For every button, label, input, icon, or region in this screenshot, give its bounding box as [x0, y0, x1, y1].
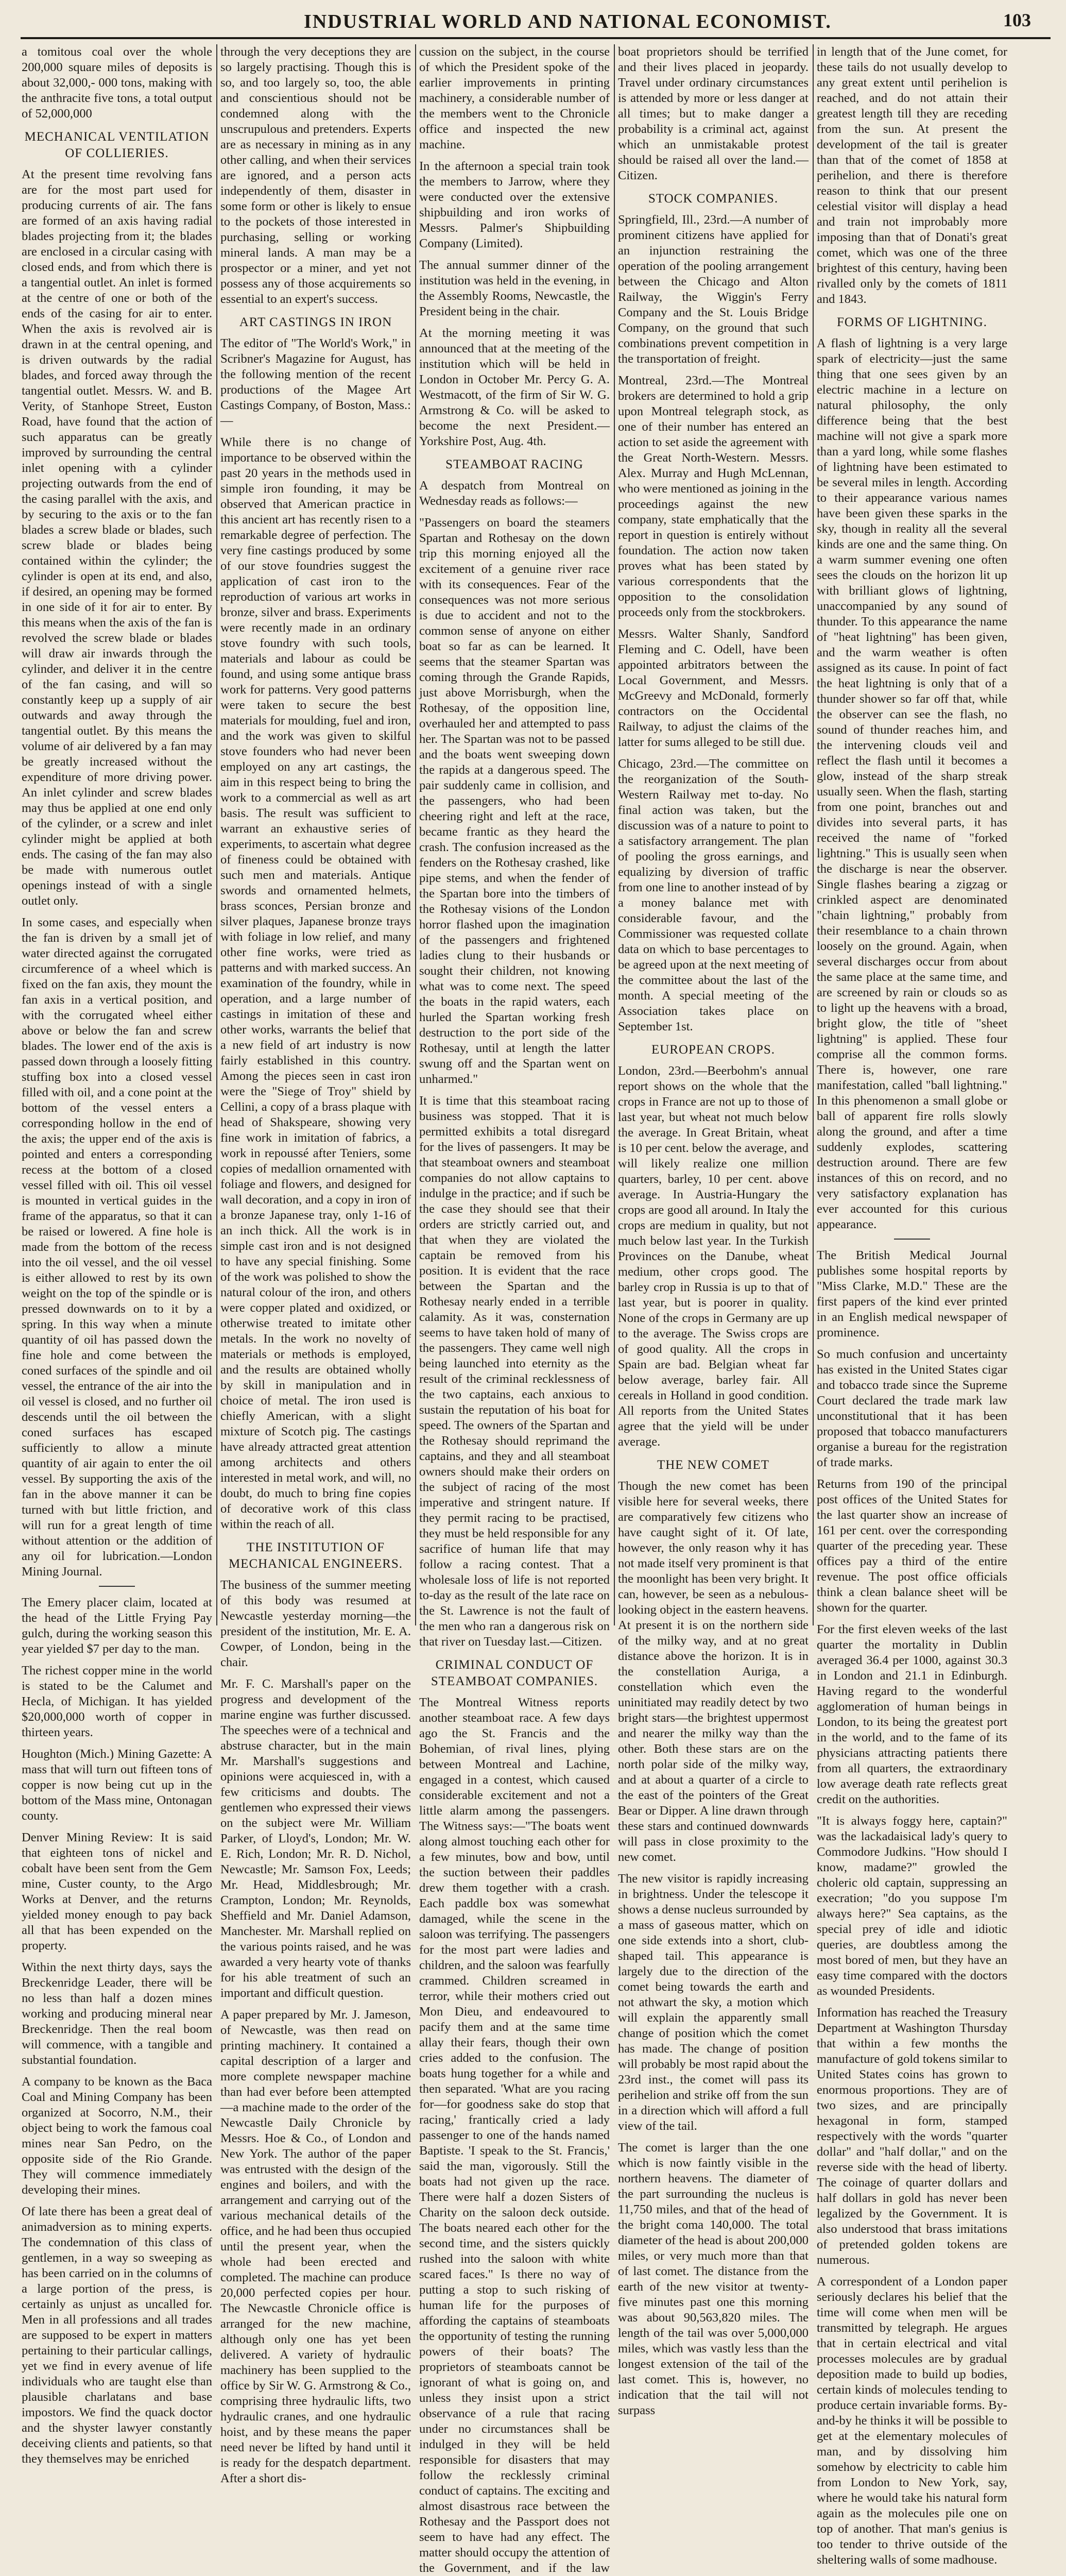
article-paragraph: Within the next thirty days, says the Breckenridge Leader, there will be no less than half a dozen mines working and producing mineral near Breckenridge. Then the real boom will commence, with a tangible and substantial foundation. [22, 1960, 212, 2067]
article-paragraph: The business of the summer meeting of this body was resumed at Newcastle yesterday morning—the president of the institution, Mr. E. A. Cowper, of London, being in the chair. [220, 1578, 411, 1669]
article-paragraph: At the present time revolving fans are for the most part used for producing currents of air. The fans are formed of an axis having radial blades projecting from it; the blades are enclosed in a circular casing with closed ends, and from which there is a tangential outlet. An inlet is formed at the centre of one or both of the ends of the casing for air to enter. When the axis is revolved air is drawn in at the central opening, and is driven outwards by the radial blades, and forced away through the tangential outlet. Messrs. W. and B. Verity, of Stanhope Street, Euston Road, have found that the action of such apparatus can be greatly improved by surrounding the central inlet opening with a cylinder projecting outwards from the end of the casing parallel with the axis, and by securing to the axis or to the fan blades a screw blade or blades, such screw blade or blades being contained within the cylinder; the cylinder is open at its end, and also, if desired, an opening may be formed in one side of it for air to enter. By this means when the axis of the fan is revolved the screw blade or blades will draw air inwards through the cylinder, and deliver it in the centre of the fan casing, and will so constantly keep up a supply of air outwards and away through the tangential outlet. By this means the volume of air delivered by a fan may be greatly increased without the expenditure of more driving power. An inlet cylinder and screw blades may thus be applied at one end only of the cylinder, or a screw and inlet cylinder might be applied at both ends. The casing of the fan may also be made with numerous outlet openings instead of with a single outlet only. [22, 167, 212, 908]
header-rule [21, 37, 1051, 39]
separator-rule [894, 1239, 930, 1240]
article-paragraph: In some cases, and especially when the fan is driven by a small jet of water directed against the corrugated circumference of a wheel which is fixed on the fan axis, they mount the fan axis in a vertical position, and with the corrugated wheel either above or below the fan and screw blades. The lower end of the axis is passed down through a loosely fitting stuffing box into a closed vessel filled with oil, and a cone point at the bottom of the vessel enters a corresponding hollow in the end of the axis; the upper end of the axis is pointed and enters a corresponding recess at the bottom of a closed vessel filled with oil. This oil vessel is mounted in vertical guides in the frame of the apparatus, so that it can be raised or lowered. A fine hole is made from the bottom of the recess into the oil vessel, and the oil vessel is either allowed to rest by its own weight on the top of the spindle or is pressed downwards on to it by a spring. In this way when a minute quantity of oil has passed down the fine hole and come between the coned surfaces of the spindle and oil vessel, the entrance of the air into the oil vessel is closed, and no further oil descends until the oil between the coned surfaces has escaped sufficiently to allow a minute quantity of air again to enter the oil vessel. By supporting the axis of the fan in the above manner it can be turned with but little friction, and will run for a great length of time without attention or the addition of any oil for lubrication.—London Mining Journal. [22, 916, 212, 1579]
article-paragraph: Houghton (Mich.) Mining Gazette: A mass that will turn out fifteen tons of copper is now being cut up in the bottom of the Mass mine, Ontonagan county. [22, 1747, 212, 1823]
article-paragraph: In the afternoon a special train took the members to Jarrow, where they were conducted over the extensive shipbuilding and iron works of Messrs. Palmer's Shipbuilding Company (Limited). [419, 159, 610, 250]
article-paragraph: cussion on the subject, in the course of which the President spoke of the earlier improvements in printing machinery, a considerable number of the members went to the Chronicle office and inspected the new machine. [419, 45, 610, 151]
article-paragraph: Though the new comet has been visible here for several weeks, there are comparatively few citizens who have caught sight of it. Of late, however, the only reason why it has not made itself very prominent is that the moonlight has been very bright. It can, however, be seen as a nebulous-looking object in the eastern heavens. At present it is on the northern side of the milky way, and at no great distance above the horizon. It is in the constellation Auriga, a constellation which even the uninitiated may readily detect by two bright stars—the brightest uppermost and nearer the milky way than the other. Both these stars are on the north polar side of the milky way, and at about a quarter of a circle to the east of the pointers of the Great Bear or Dipper. A line drawn through these stars and continued downwards will pass in close proximity to the new comet. [618, 1479, 809, 1864]
column-2 [220, 44, 411, 2485]
article-heading: FORMS OF LIGHTNING. [837, 315, 987, 329]
article-paragraph: A correspondent of a London paper seriously declares his belief that the time will come when men will be transmitted by telegraph. He argues that in certain electrical and vital processes molecules are by gradual deposition made to build up bodies, certain kinds of molecules tending to produce certain invariable forms. By-and-by he thinks it will be possible to get at the elementary molecules of man, and by dissolving him somehow by electricity to cable him from London to New York, say, where he would take his natural form again as the molecules pile one on top of another. That man's genius is too tender to thrive outside of the sheltering walls of some madhouse. [817, 2275, 1007, 2567]
running-title: INDUSTRIAL WORLD AND NATIONAL ECONOMIST. [304, 11, 832, 32]
article-heading: STOCK COMPANIES. [648, 192, 779, 206]
article-paragraph: A flash of lightning is a very large spark of electricity—just the same thing that one sees given by an electric machine in a lecture on natural philosophy, the only difference being that the best machine will not give a spark more than a yard long, while some flashes of lightning have been estimated to be several miles in length. According to their appearance various names have been given these sparks in the sky, though in reality all the several kinds are one and the same thing. On a warm summer evening one often sees the clouds on the horizon lit up with brilliant glows of lightning, unaccompanied by any sound of thunder. To this appearance the name of "heat lightning" has been given, and the warm weather is often assigned as its cause. In point of fact the heat lightning is only that of a thunder shower so far off that, while the observer can see the flash, no sound of thunder reaches him, and the intervening clouds veil and reflect the flash until it becomes a glow, instead of the sharp streak usually seen. When the flash, starting from one point, branches out and divides into several parts, it has received the name of "forked lightning." This is usually seen when the discharge is near the observer. Single flashes bearing a zigzag or crinkled aspect are denominated "chain lightning," probably from their resemblance to a chain thrown loosely on the ground. Again, when several discharges occur from about the same place at the same time, and are screened by rain or clouds so as to light up the heavens with a broad, bright glow, the title of "sheet lightning" is applied. These four comprise all the common forms. There is, however, one rare manifestation, called "ball lightning." In this phenomenon a small globe or ball of apparent fire rolls slowly along the ground, and after a time suddenly explodes, scattering destruction around. There are few instances of this on record, and no very satisfactory explanation has ever accounted for this curious appearance. [817, 336, 1007, 1231]
article-paragraph: Information has reached the Treasury Department at Washington Thursday that within a few months the manufacture of gold tokens similar to United States coins has grown to enormous proportions. They are of two sizes, and are principally hexagonal in form, stamped respectively with the words "quarter dollar" and "half dollar," and on the reverse side with the head of liberty. The coinage of quarter dollars and half dollars in gold has never been legalized by the Government. It is also understood that brass imitations of pretended golden tokens are numerous. [817, 2006, 1007, 2267]
article-heading: THE NEW COMET [657, 1458, 770, 1472]
article-paragraph: "It is always foggy here, captain?" was the lackadaisical lady's query to Commodore Judkins. "How should I know, madame?" growled the choleric old captain, suppressing an execration; "do you suppose I'm always here?" Sea captains, as the special prey of idle and idiotic queries, are doubtless among the most bored of men, but they have an easy time compared with the doctors as wounded Presidents. [817, 1814, 1007, 1998]
article-paragraph: A despatch from Montreal on Wednesday reads as follows:— [419, 479, 610, 508]
article-paragraph: A company to be known as the Baca Coal and Mining Company has been organized at Socorro, N.M., their object being to work the famous coal mines near San Pedro, on the opposite side of the Rio Grande. They will commence immediately developing their mines. [22, 2075, 212, 2197]
article-heading: STEAMBOAT RACING [445, 457, 583, 471]
article-paragraph: The annual summer dinner of the institution was held in the evening, in the Assembly Rooms, Newcastle, the President being in the chair. [419, 258, 610, 318]
column-divider [415, 44, 416, 1625]
article-paragraph: It is time that this steamboat racing business was stopped. That it is permitted exhibits a total disregard for the lives of passengers. It may be that steamboat owners and steamboat companies do not allow captains to indulge in the practice; and if such be the case they should see that their orders are strictly carried out, and that when they are violated the captain be removed from his position. It is evident that the race between the Spartan and the Rothesay nearly ended in a terrible calamity. As it was, consternation seems to have taken hold of many of the passengers. They came well nigh being launched into eternity as the result of the criminal recklessness of the two captains, each anxious to sustain the reputation of his boat for speed. The owners of the Spartan and the Rothesay should reprimand the captains, and they and all steamboat owners should make their orders on the subject of racing of the most imperative and stringent nature. If they permit racing to be practised, they must be held responsible for any sacrifice of human life that may follow a racing contest. That a wholesale loss of life is not reported to-day as the result of the late race on the St. Lawrence is not the fault of the men who ran a dangerous risk on that river on Tuesday last.—Citizen. [419, 1094, 610, 1649]
column-divider [813, 44, 814, 1625]
separator-rule [99, 1586, 135, 1587]
article-paragraph: The editor of "The World's Work," in Scribner's Magazine for August, has the following mention of the recent productions of the Magee Art Castings Company, of Boston, Mass.:— [220, 336, 411, 428]
column-divider [216, 44, 217, 1625]
article-paragraph: in length that of the June comet, for these tails do not usually develop to any great extent until perihelion is reached, and do not attain their greatest length till they are receding from the sun. At present the development of the tail is greater than that of the comet of 1858 at perihelion, and there is therefore reason to think that our present celestial visitor will display a head and train not improbably more imposing than that of Donati's great comet, which was one of the three brightest of this century, having been rivalled only by the comets of 1811 and 1843. [817, 45, 1007, 306]
article-paragraph: While there is no change of importance to be observed within the past 20 years in the methods used in simple iron founding, it may be observed that American practice in this ancient art has recently risen to a remarkable degree of perfection. The very fine castings produced by some of our stove foundries suggest the application of cast iron to the reproduction of various art works in bronze, silver and brass. Experiments were recently made in an ordinary stove foundry with such tools, materials and labour as could be found, and using some antique brass work for patterns. Very good patterns were taken to secure the best materials for moulding, fuel and iron, and the work was given to skilful stove founders who had never been employed on any art castings, the aim in this respect being to bring the work to a commercial as well as art basis. The result was sufficient to warrant an exhaustive series of experiments, to ascertain what degree of fineness could be obtained with such men and materials. Antique swords and ornamented helmets, brass sconces, Persian bronze and silver plaques, Japanese bronze trays with foliage in low relief, and many other fine works, were tried as patterns and with marked success. An examination of the foundry, while in operation, and a large number of castings in imitation of these and other works, warrants the belief that a new field of art industry is now fairly established in this country. Among the pieces seen in cast iron were the "Siege of Troy" shield by Cellini, a copy of a brass plaque with head of Shakspeare, showing very fine work in imitation of fabrics, a work in repoussé after Teniers, some copies of medallion ornamented with foliage and flowers, and designed for wall decoration, and a copy in iron of a bronze Japanese tray, only 1-16 of an inch thick. All the work is in simple cast iron and is not designed to have any special finishing. Some of the work was polished to show the natural colour of the iron, and others were copper plated and oxidized, or otherwise treated to imitate other metals. In the work no novelty of materials or methods is employed, and the results are obtained wholly by skill in manipulation and in choice of metal. The iron used is chiefly American, with a slight mixture of Scotch pig. The castings have already attracted great attention among architects and others interested in metal work, and will, no doubt, do much to bring fine copies of decorative work of this class within the reach of all. [220, 435, 411, 1531]
article-paragraph: For the first eleven weeks of the last quarter the mortality in Dublin averaged 36.4 per 1000, against 30.3 in London and 21.1 in Edinburgh. Having regard to the wonderful agglomeration of human beings in London, to its being the greatest port in the world, and to the fame of its physicians attracting patients there from all quarters, the extraordinary low average death rate reflects great credit on the authorities. [817, 1622, 1007, 1806]
article-paragraph: through the very deceptions they are so largely practising. Though this is so, and too largely so, too, the able and conscientious should not be condemned along with the unscrupulous and pretenders. Experts are as necessary in mining as in any other calling, and when their services are ignored, and a person acts independently of them, disaster in some form or other is likely to ensue to the pockets of those interested in purchasing, selling or working mineral lands. A man may be a prospector or a miner, and yet not possess any of those acquirements so essential to an expert's success. [220, 45, 411, 306]
article-paragraph: The comet is larger than the one which is now faintly visible in the northern heavens. The diameter of the part surrounding the nucleus is 11,750 miles, and that of the head of the bright coma 140,000. The total diameter of the head is about 200,000 miles, or very much more than that of last comet. The distance from the earth of the new visitor at twenty-five minutes past one this morning was about 90,563,820 miles. The length of the tail was over 5,000,000 miles, which was vastly less than the longest extension of the tail of the last comet. This is, however, no indication that the tail will not surpass [618, 2141, 809, 2417]
article-paragraph: At the morning meeting it was announced that at the meeting of the institution which will be held in London in October Mr. Percy G. A. Westmacott, of the firm of Sir W. G. Armstrong & Co. will be asked to become the next President.—Yorkshire Post, Aug. 4th. [419, 326, 610, 448]
article-paragraph: London, 23rd.—Beerbohm's annual report shows on the whole that the crops in France are not up to those of last year, but wheat not much below the average. In Great Britain, wheat is 10 per cent. below the average, and will likely realize one million quarters, barley, 10 per cent. above average. In Austria-Hungary the crops are good all around. In Italy the crops are medium in quality, but not much below last year. In the Turkish Provinces on the Danube, wheat medium, other crops good. The barley crop in Russia is up to that of last year, but is poorer in quality. None of the crops in Germany are up to the average. The Swiss crops are of good quality. All the crops in Spain are bad. Belgian wheat far below average, barley fair. All cereals in Holland in good condition. All reports from the United States agree that the yield will be under average. [618, 1064, 809, 1449]
column-5 [817, 44, 1007, 2567]
article-paragraph: Returns from 190 of the principal post offices of the United States for the last quarter show an increase of 161 per cent. over the corresponding quarter of the preceding year. These offices pay a third of the entire revenue. The post office officials think a clean balance sheet will be shown for the quarter. [817, 1477, 1007, 1615]
page-number: 103 [1003, 10, 1031, 30]
article-heading: THE INSTITUTION OF MECHANICAL ENGINEERS. [228, 1540, 403, 1571]
article-heading: EUROPEAN CROPS. [651, 1043, 776, 1057]
article-paragraph: Mr. F. C. Marshall's paper on the progress and development of the marine engine was further discussed. The speeches were of a technical and abstruse character, but in the main Mr. Marshall's suggestions and opinions were acquiesced in, with a few criticisms and doubts. The gentlemen who expressed their views on the subject were Mr. William Parker, of Lloyd's, London; Mr. W. E. Rich, London; Mr. R. D. Nichol, Newcastle; Mr. Samson Fox, Leeds; Mr. Head, Middlesbrough; Mr. Crampton, London; Mr. Reynolds, Sheffield and Mr. Daniel Adamson, Manchester. Mr. Marshall replied on the various points raised, and he was awarded a very hearty vote of thanks for his able treatment of such an important and difficult question. [220, 1677, 411, 2000]
article-heading: ART CASTINGS IN IRON [239, 315, 392, 329]
article-paragraph: Montreal, 23rd.—The Montreal brokers are determined to hold a grip upon Montreal telegraph stock, as one of their number has entered an action to set aside the agreement with the Great North-Western. Messrs. Alex. Murray and Hugh McLennan, who were mentioned as joining in the proceedings against the new company, state emphatically that the report in question is entirely without foundation. The action now taken proves what has been stated by various correspondents that the opposition to the consolidation proceeds only from the stockbrokers. [618, 374, 809, 619]
column-3 [419, 44, 610, 2575]
article-paragraph: Of late there has been a great deal of animadversion as to mining experts. The condemnation of this class of gentlemen, in a way so sweeping as has been carried on in the columns of a large portion of the press, is certainly as unjust as uncalled for. Men in all professions and all trades are supposed to be expert in matters pertaining to their particular callings, yet we find in every avenue of life individuals who are taught else than plausible charlatans and base impostors. We find the quack doctor and the shyster lawyer constantly deceiving clients and patients, so that they themselves may be enriched [22, 2205, 212, 2466]
article-heading: CRIMINAL CONDUCT OF STEAMBOAT COMPANIES. [431, 1658, 598, 1688]
page-header [0, 0, 1066, 40]
article-paragraph: The Montreal Witness reports another steamboat race. A few days ago the St. Francis and the Bohemian, of rival lines, plying between Montreal and Lachine, engaged in a contest, which caused considerable excitement and not a little alarm among the passengers. The Witness says:—"The boats went along almost touching each other for a few minutes, bow and bow, until the suction between their paddles drew them together with a crash. Each paddle box was somewhat damaged, while the scene in the saloon was terrifying. The passengers for the most part were ladies and children, and the saloon was fearfully crammed. Children screamed in terror, while their mothers cried out Mon Dieu, and endeavoured to pacify them and at the same time allay their fears, though their own cries added to the confusion. The boats hung together for a while and then separated. 'What are you racing for—for goodness sake do stop that racing,' frantically cried a lady passenger to one of the hands named Baptiste. 'I speak to the St. Francis,' said the man, vigorously. Still the boats had not given up the race. There were half a dozen Sisters of Charity on the saloon deck outside. The boats neared each other for the second time, and the sisters quickly rushed into the saloon with white scared faces." Is there no way of putting a stop to such risking of human life for the purposes of affording the captains of steamboats the opportunity of testing the running powers of their boats? The proprietors of steamboats cannot be ignorant of what is going on, and unless they insist upon a strict observance of a rule that racing under no circumstances shall be indulged in they will be held responsible for disasters that may follow the recklessly criminal conduct of captains. The exciting and almost disastrous race between the Rothesay and the Passport does not seem to have had any effect. The matter should occupy the attention of the Government, and if the law [419, 1696, 610, 2575]
article-paragraph: a tomitous coal over the whole 200,000 square miles of deposits is about 32,000,- 000 tons, making with the anthracite five tons, a total output of 52,000,000 [22, 45, 212, 121]
article-paragraph: The Emery placer claim, located at the head of the Little Frying Pay gulch, during the working season this year yielded $7 per day to the man. [22, 1596, 212, 1656]
article-paragraph: Chicago, 23rd.—The committee on the reorganization of the South-Western Railway met to-day. No final action was taken, but the discussion was of a nature to point to a satisfactory arrangement. The plan of pooling the gross earnings, and equalizing by diversion of traffic from one line to another instead of by a money balance met with considerable favour, and the Commissioner was requested collate data on which to base percentages to be agreed upon at the next meeting of the committee about the last of the month. A special meeting of the Association takes place on September 1st. [618, 757, 809, 1033]
article-paragraph: Denver Mining Review: It is said that eighteen tons of nickel and cobalt have been sent from the Gem mine, Custer county, to the Argo Works at Denver, and the returns yielded money enough to pay back all that has been expended on the property. [22, 1831, 212, 1953]
article-heading: MECHANICAL VENTILATION OF COLLIERIES. [24, 130, 210, 160]
column-divider [614, 44, 615, 1625]
article-paragraph: The new visitor is rapidly increasing in brightness. Under the telescope it shows a dense nucleus surrounded by a mass of gaseous matter, which on one side extends into a short, club-shaped tail. This appearance is largely due to the direction of the comet being towards the earth and not athwart the sky, a motion which will explain the apparently small change of position which the comet has made. The change of position will probably be most rapid about the 23rd inst., the comet will pass its perihelion and strike off from the sun in a direction which will afford a full view of the tail. [618, 1872, 809, 2133]
column-1 [22, 44, 212, 2466]
article-paragraph: So much confusion and uncertainty has existed in the United States cigar and tobacco trade since the Supreme Court declared the trade mark law unconstitutional that it has been proposed that tobacco manufacturers organise a bureau for the registration of trade marks. [817, 1347, 1007, 1469]
article-paragraph: boat proprietors should be terrified and their lives placed in jeopardy. Travel under ordinary circumstances is attended by more or less danger at all times; but to make danger a probability is a criminal act, against which an unmistakable protest should be raised all over the land.—Citizen. [618, 45, 809, 182]
article-paragraph: The British Medical Journal publishes some hospital reports by "Miss Clarke, M.D." These are the first papers of the kind ever printed in an English medical newspaper of prominence. [817, 1248, 1007, 1340]
article-paragraph: Springfield, Ill., 23rd.—A number of prominent citizens have applied for an injunction restraining the operation of the pooling arrangement between the Chicago and Alton Railway, the Wiggin's Ferry Company and the St. Louis Bridge Company, on the ground that such combinations prevent competition in the transportation of freight. [618, 213, 809, 366]
article-paragraph: A paper prepared by Mr. J. Jameson, of Newcastle, was then read on printing machinery. It contained a capital description of a larger and more complete newspaper machine than had ever before been attempted—a machine made to the order of the Newcastle Daily Chronicle by Messrs. Hoe & Co., of London and New York. The author of the paper was entrusted with the design of the engines and boilers, and with the arrangement and carrying out of the various mechanical details of the office, and he had been thus occupied until the present year, when the whole had been erected and completed. The machine can produce 20,000 perfected copies per hour. The Newcastle Chronicle office is arranged for the new machine, although only one has yet been delivered. A variety of hydraulic machinery has been supplied to the office by Sir W. G. Armstrong & Co., comprising three hydraulic lifts, two hydraulic cranes, and one hydraulic hoist, and by these means the paper need never be lifted by hand until it is ready for the despatch department. After a short dis- [220, 2008, 411, 2485]
column-4 [618, 44, 809, 2417]
article-paragraph: The richest copper mine in the world is stated to be the Calumet and Hecla, of Michigan. It has yielded $20,000,000 worth of copper in thirteen years. [22, 1664, 212, 1739]
article-paragraph: Messrs. Walter Shanly, Sandford Fleming and C. Odell, have been appointed arbitrators between the Local Government, and Messrs. McGreevy and McDonald, formerly contractors on the Occidental Railway, to adjust the claims of the latter for sums alleged to be still due. [618, 627, 809, 749]
article-paragraph: "Passengers on board the steamers Spartan and Rothesay on the down trip this morning enjoyed all the excitement of a genuine river race with its consequences. Fear of the consequences was not more serious is due to accident and not to the common sense of anyone on either boat so far as can be learned. It seems that the steamer Spartan was coming through the Grande Rapids, just above Morrisburgh, when the Rothesay, of the opposition line, overhauled her and attempted to pass her. The Spartan was not to be passed and the boats went sweeping down the rapids at a dangerous speed. The pair suddenly came in collision, and the passengers, who had been cheering right and left at the race, became frantic as they heard the crash. The confusion increased as the fenders on the Rothesay crashed, like pipe stems, and when the fender of the Spartan bore into the timbers of the Rothesay visions of the London horror flashed upon the imagination of the passengers and frightened ladies clung to their husbands or sought their children, not knowing what was to come next. The speed the boats in the rapid waters, each hurled the Spartan working fresh destruction to the port side of the Rothesay, until at length the latter swung off and the Spartan went on unharmed." [419, 516, 610, 1086]
